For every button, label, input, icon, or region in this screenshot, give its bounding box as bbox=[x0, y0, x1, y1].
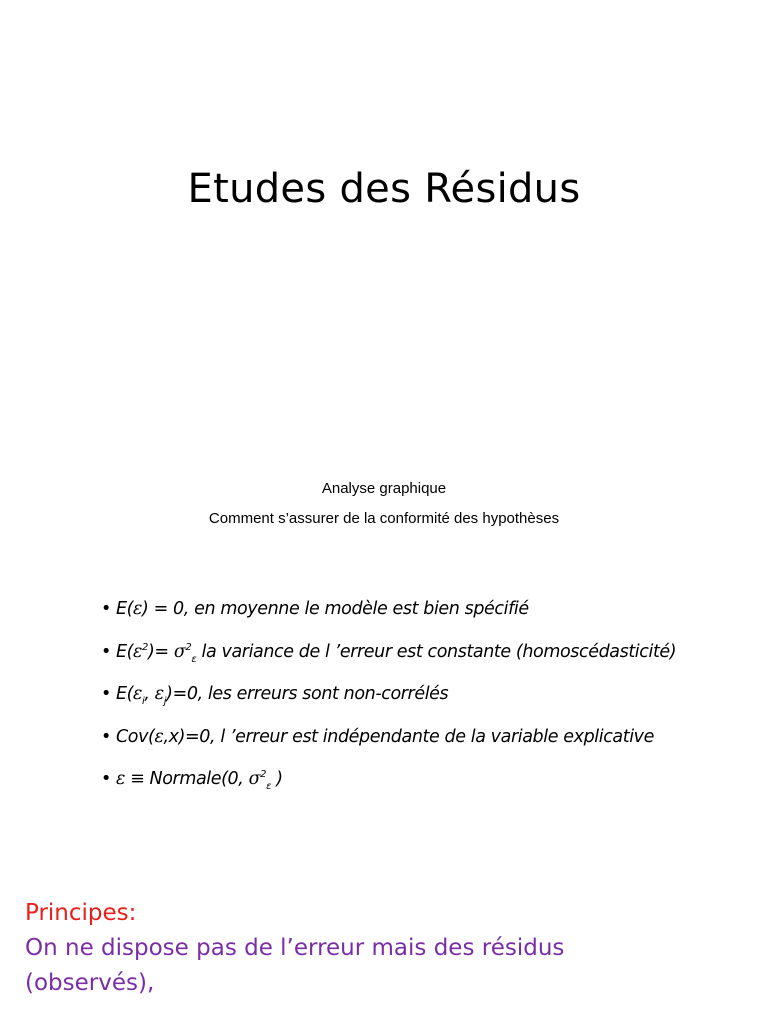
subscript: i bbox=[142, 696, 145, 707]
principles-line-2: (observés), bbox=[25, 970, 155, 996]
subtitle-question: Comment s’assurer de la conformité des hypothèses bbox=[208, 510, 560, 527]
text-part: Cov( bbox=[115, 726, 155, 747]
superscript: 2 bbox=[185, 641, 192, 653]
text-part: ) bbox=[271, 769, 283, 789]
text-part: )= bbox=[148, 641, 174, 662]
subscript: j bbox=[163, 696, 167, 707]
bullet-icon: • bbox=[101, 599, 111, 619]
superscript: 2 bbox=[142, 641, 148, 653]
text-part: , bbox=[144, 684, 155, 704]
epsilon-symbol: ε bbox=[133, 599, 143, 619]
epsilon-symbol: ε bbox=[133, 684, 143, 704]
sigma-symbol: σ bbox=[173, 641, 186, 662]
epsilon-symbol: ε bbox=[154, 726, 164, 747]
principles-heading: Principes: bbox=[25, 900, 137, 926]
text-part: )=0, les erreurs sont non-corrélés bbox=[166, 684, 449, 704]
epsilon-symbol: ε bbox=[154, 684, 164, 704]
bullet-icon: • bbox=[101, 769, 111, 789]
subscript: ε bbox=[266, 781, 272, 792]
bullet-icon: • bbox=[101, 641, 111, 662]
principles-line-1: On ne dispose pas de l’erreur mais des résidus bbox=[25, 935, 565, 961]
text-part: E( bbox=[115, 684, 134, 704]
hypothesis-uncorrelated bbox=[101, 683, 676, 726]
sigma-symbol: σ bbox=[248, 769, 261, 789]
bullet-icon: • bbox=[101, 684, 111, 704]
text-part: la variance de l ’erreur est constante (homoscédasticité) bbox=[196, 641, 677, 662]
slide-title: Etudes des Résidus bbox=[187, 166, 581, 212]
hypotheses-list bbox=[101, 598, 676, 811]
hypothesis-mean-zero bbox=[101, 598, 676, 641]
hypothesis-independent bbox=[101, 726, 676, 769]
subtitle-analyse: Analyse graphique bbox=[321, 480, 447, 497]
text-part: E( bbox=[115, 599, 134, 619]
text-part: ,x)=0, l ’erreur est indépendante de la variable explicative bbox=[163, 726, 654, 747]
subscript: ε bbox=[191, 653, 197, 665]
epsilon-symbol: ε bbox=[115, 769, 125, 789]
bullet-icon: • bbox=[101, 726, 111, 747]
superscript: 2 bbox=[260, 769, 267, 780]
text-part: ) = 0, en moyenne le modèle est bien spécifié bbox=[142, 599, 529, 619]
hypothesis-normality bbox=[101, 768, 676, 811]
text-part: ≡ Normale(0, bbox=[124, 769, 249, 789]
text-part: E( bbox=[115, 641, 134, 662]
epsilon-symbol: ε bbox=[133, 641, 143, 662]
principles-block bbox=[25, 896, 745, 1001]
hypothesis-constant-variance bbox=[101, 641, 676, 684]
